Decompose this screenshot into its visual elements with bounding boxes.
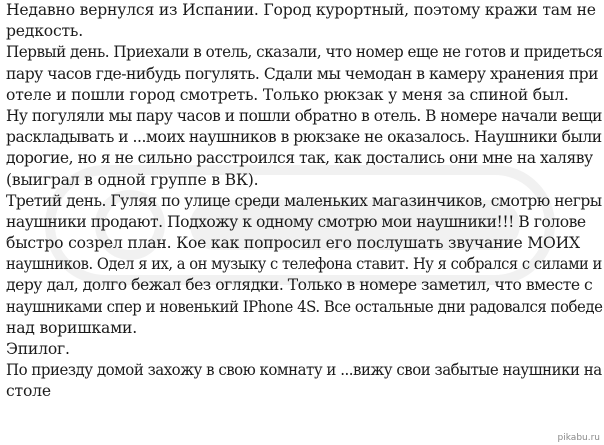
- text-line: дорогие, но я не сильно расстроился так, как достались они мне на халяву: [6, 149, 593, 168]
- text-line: Недавно вернулся из Испании. Город курортный, поэтому кражи там не: [6, 1, 596, 19]
- text-line: Первый день. Приехали в отель, сказали, что номер еще не готов и придеться: [6, 43, 603, 62]
- text-line: Эпилог.: [6, 340, 70, 358]
- text-line: наушниками спер и новенький IPhone 4S. Все остальные дни радовался победе: [6, 297, 603, 316]
- story-text: [6, 0, 602, 403]
- text-line: над воришками.: [6, 318, 138, 337]
- text-line: столе: [6, 382, 51, 401]
- text-line: наушников. Одел я их, а он музыку с телефона ставит. Ну я собрался с силами и: [6, 255, 602, 274]
- text-line: быстро созрел план. Кое как попросил его послушать звучание МОИХ: [6, 234, 580, 253]
- text-line: деру дал, долго бежал без оглядки. Только в номере заметил, что вместе с: [6, 276, 593, 295]
- text-line: отеле и пошли город смотреть. Только рюкзак у меня за спиной был.: [6, 85, 569, 104]
- text-line: Третий день. Гуляя по улице среди маленьких магазинчиков, смотрю негры: [6, 191, 602, 210]
- text-line: Ну погуляли мы пару часов и пошли обратно в отель. В номере начали вещи: [6, 106, 602, 125]
- text-line: редкость.: [6, 22, 83, 41]
- text-line: наушники продают. Подхожу к одному смотрю мои наушники!!! В голове: [6, 212, 586, 231]
- text-line: пару часов где-нибудь погулять. Сдали мы чемодан в камеру хранения при: [6, 64, 599, 83]
- text-line: По приезду домой захожу в свою комнату и ...вижу свои забытые наушники на: [6, 361, 602, 380]
- text-line: раскладывать и ...моих наушников в рюкзаке не оказалось. Наушники были: [6, 128, 602, 147]
- site-watermark: pikabu.ru: [557, 433, 600, 443]
- text-line: (выиграл в одной группе в ВК).: [6, 170, 259, 189]
